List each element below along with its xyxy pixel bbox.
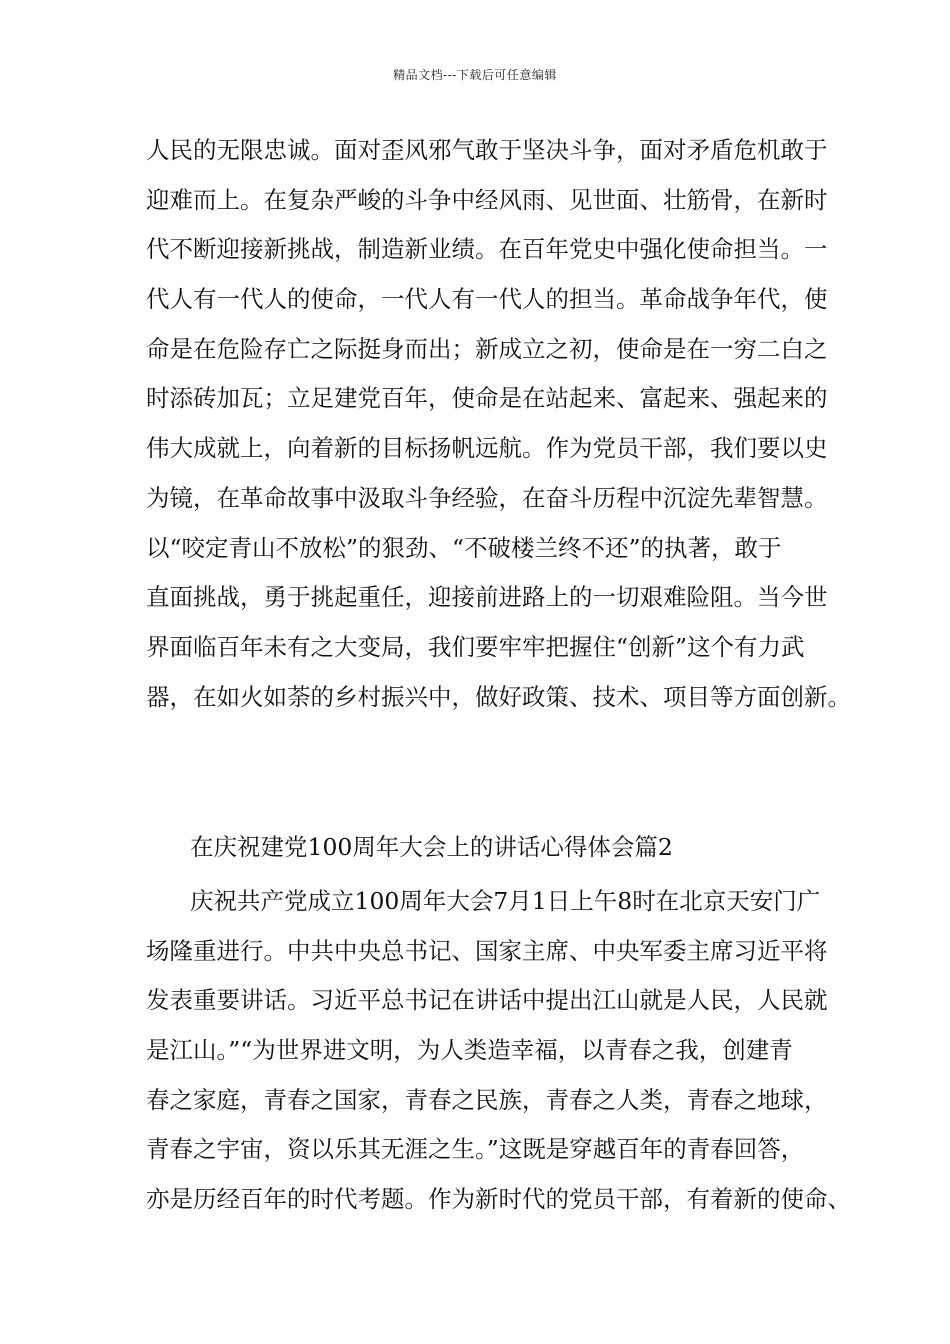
text-line: 代不断迎接新挑战，制造新业绩。在百年党史中强化使命担当。一 [146, 235, 828, 264]
page-header: 精品文档---下载后可任意编辑 [393, 68, 557, 82]
text-line: 迎难而上。在复杂严峻的斗争中经风雨、见世面、壮筋骨，在新时 [146, 185, 828, 214]
text-line: 青春之宇宙，资以乐其无涯之生。”这既是穿越百年的青春回答， [146, 1135, 805, 1164]
text-line: 器，在如火如荼的乡村振兴中，做好政策、技术、项目等方面创新。 [146, 682, 851, 711]
text-line: 为镜，在革命故事中汲取斗争经验，在奋斗历程中沉淀先辈智慧。 [146, 483, 828, 512]
text-line: 伟大成就上，向着新的目标扬帆远航。作为党员干部，我们要以史 [146, 434, 828, 463]
text-line: 直面挑战，勇于挑起重任，迎接前进路上的一切艰难险阻。当今世 [146, 583, 828, 612]
text-line: 是江山。”“为世界进文明，为人类造幸福，以青春之我，创建青 [146, 1036, 793, 1065]
paragraph-1 [146, 126, 851, 722]
text-line: 场隆重进行。中共中央总书记、国家主席、中央军委主席习近平将 [146, 936, 828, 965]
text-line: 亦是历经百年的时代考题。作为新时代的党员干部，有着新的使命、 [146, 1185, 851, 1214]
text-line: 命是在危险存亡之际挺身而出；新成立之初，使命是在一穷二白之 [146, 334, 828, 363]
text-line: 代人有一代人的使命，一代人有一代人的担当。革命战争年代，使 [146, 285, 828, 314]
section-heading: 在庆祝建党100周年大会上的讲话心得体会篇2 [190, 833, 673, 861]
text-line: 人民的无限忠诚。面对歪风邪气敢于坚决斗争，面对矛盾危机敢于 [146, 136, 828, 164]
text-line: 庆祝共产党成立100周年大会7月1日上午8时在北京天安门广 [190, 887, 821, 915]
text-line: 发表重要讲话。习近平总书记在讲话中提出江山就是人民，人民就 [146, 986, 828, 1015]
text-line: 时添砖加瓦；立足建党百年，使命是在站起来、富起来、强起来的 [146, 384, 828, 413]
text-line: 界面临百年未有之大变局，我们要牢牢把握住“创新”这个有力武 [146, 632, 805, 661]
text-line: 以“咬定青山不放松”的狠劲、“不破楼兰终不还”的执著，敢于 [146, 533, 782, 562]
text-line: 春之家庭，青春之国家，青春之民族，青春之人类，青春之地球， [146, 1085, 828, 1114]
paragraph-2 [146, 877, 851, 1225]
